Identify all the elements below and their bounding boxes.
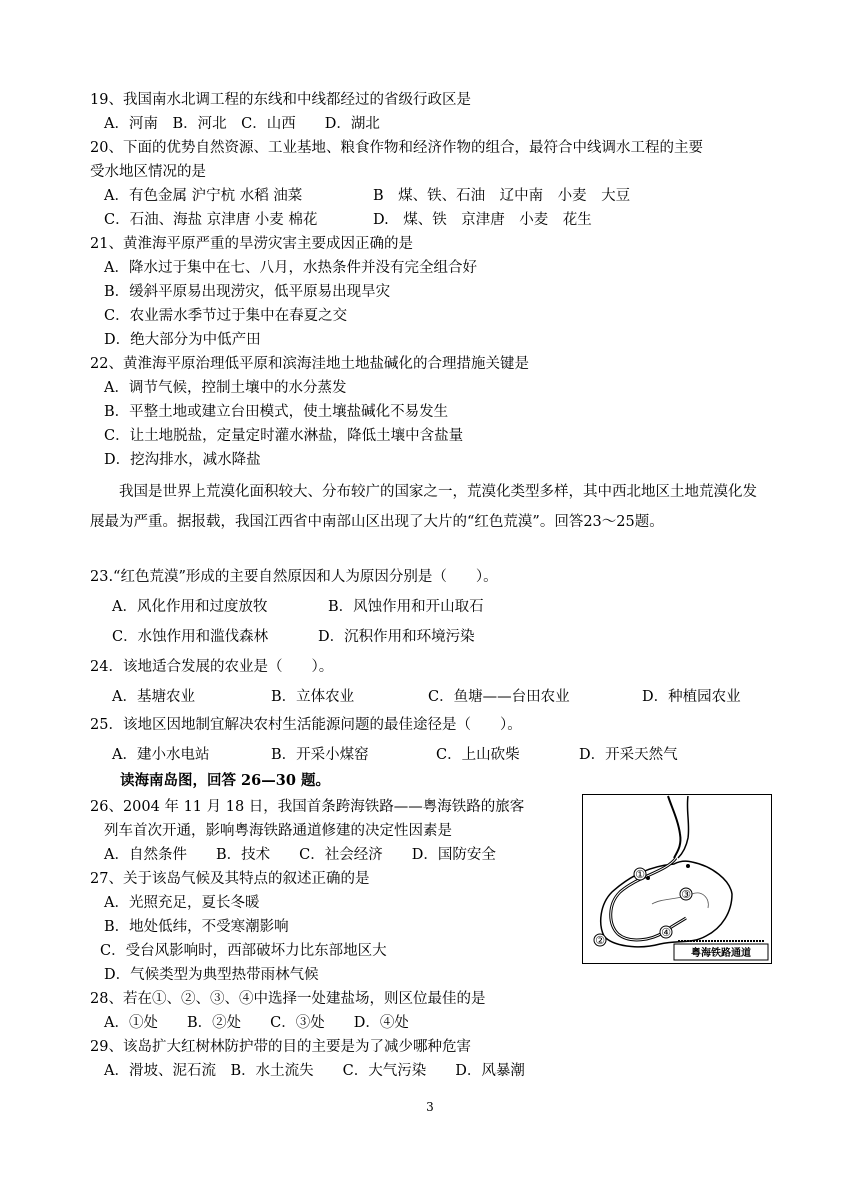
q23-option-a: A．风化作用和过度放牧 [112,599,268,615]
q20-option-d: D. 煤、铁 京津唐 小麦 花生 [373,212,592,228]
q22-option-b: B．平整土地或建立台田模式，使土壤盐碱化不易发生 [104,404,449,420]
q20-stem-line2: 受水地区情况的是 [90,164,206,180]
q23-stem: 23.“红色荒漠”形成的主要自然原因和人为原因分别是（ ）。 [90,569,498,585]
q24-option-c: C．鱼塘——台田农业 [428,689,570,705]
q20-option-b: B 煤、铁、石油 辽中南 小麦 大豆 [373,188,631,204]
q24-option-a: A．基塘农业 [112,689,195,705]
q21-option-d: D．绝大部分为中低产田 [104,332,261,348]
q24-stem: 24．该地适合发展的农业是（ ）。 [90,659,334,675]
q27-option-b: B．地处低纬，不受寒潮影响 [104,919,289,935]
q25-stem: 25．该地区因地制宜解决农村生活能源问题的最佳途径是（ ）。 [90,717,522,733]
q28-options: A．①处 B．②处 C．③处 D．④处 [104,1015,409,1031]
map-marker-4: ④ [661,926,671,939]
q21-option-a: A．降水过于集中在七、八月，水热条件并没有完全组合好 [104,260,477,276]
q29-stem: 29、该岛扩大红树林防护带的目的主要是为了减少哪种危害 [90,1039,471,1055]
q21-stem: 21、黄淮海平原严重的旱涝灾害主要成因正确的是 [90,236,413,252]
q25-option-b: B．开采小煤窑 [271,747,369,763]
q24-option-d: D．种植园农业 [642,689,741,705]
q24-option-b: B．立体农业 [271,689,355,705]
q27-option-a: A．光照充足，夏长冬暖 [104,895,260,911]
q22-stem: 22、黄淮海平原治理低平原和滨海洼地土地盐碱化的合理措施关键是 [90,356,529,372]
page-number: 3 [426,1100,434,1114]
section-heading: 读海南岛图，回答 26—30 题。 [120,772,330,789]
q20-option-c: C．石油、海盐 京津唐 小麦 棉花 [104,212,318,228]
q27-option-c: C．受台风影响时，西部破坏力比东部地区大 [100,943,387,959]
q19-options: A．河南 B．河北 C．山西 D．湖北 [104,116,380,132]
map-marker-2: ② [595,934,605,947]
map-legend-label: 粤海铁路通道 [691,948,751,959]
q21-option-c: C．农业需水季节过于集中在春夏之交 [104,308,348,324]
q26-stem-line2: 列车首次开通，影响粤海铁路通道修建的决定性因素是 [104,823,452,839]
q21-option-b: B．缓斜平原易出现涝灾，低平原易出现旱灾 [104,284,391,300]
q26-stem-line1: 26、2004 年 11 月 18 日，我国首条跨海铁路——粤海铁路的旅客 [90,799,525,815]
q26-options: A．自然条件 B．技术 C．社会经济 D．国防安全 [104,847,496,863]
q20-option-a: A．有色金属 沪宁杭 水稻 油菜 [104,188,303,204]
q29-options: A．滑坡、泥石流 B．水土流失 C．大气污染 D．风暴潮 [104,1063,525,1079]
q28-stem: 28、若在①、②、③、④中选择一处建盐场，则区位最佳的是 [90,991,486,1007]
q25-option-d: D．开采天然气 [579,747,678,763]
q27-stem: 27、关于该岛气候及其特点的叙述正确的是 [90,871,370,887]
map-marker-3: ③ [681,888,691,901]
q27-option-d: D．气候类型为典型热带雨林气候 [104,967,319,983]
desertification-passage: 我国是世界上荒漠化面积较大、分布较广的国家之一，荒漠化类型多样，其中西北地区土地荒漠化发展最为严重。据报载，我国江西省中南部山区出现了大片的“红色荒漠”。回答23～25题。 [90,484,757,530]
q23-option-d: D．沉积作用和环境污染 [318,629,475,645]
q19-stem: 19、我国南水北调工程的东线和中线都经过的省级行政区是 [90,92,471,108]
q25-option-a: A．建小水电站 [112,747,210,763]
q23-option-b: B．风蚀作用和开山取石 [328,599,484,615]
q22-option-c: C．让土地脱盐，定量定时灌水淋盐，降低土壤中含盐量 [104,428,464,444]
q20-stem-line1: 20、下面的优势自然资源、工业基地、粮食作物和经济作物的组合，最符合中线调水工程的主要 [90,140,703,156]
q23-option-c: C．水蚀作用和滥伐森林 [112,629,269,645]
map-marker-1: ① [635,868,645,881]
q25-option-c: C．上山砍柴 [436,747,520,763]
q22-option-a: A．调节气候，控制土壤中的水分蒸发 [104,380,347,396]
hainan-map [582,794,772,964]
q22-option-d: D．挖沟排水，减水降盐 [104,452,261,468]
